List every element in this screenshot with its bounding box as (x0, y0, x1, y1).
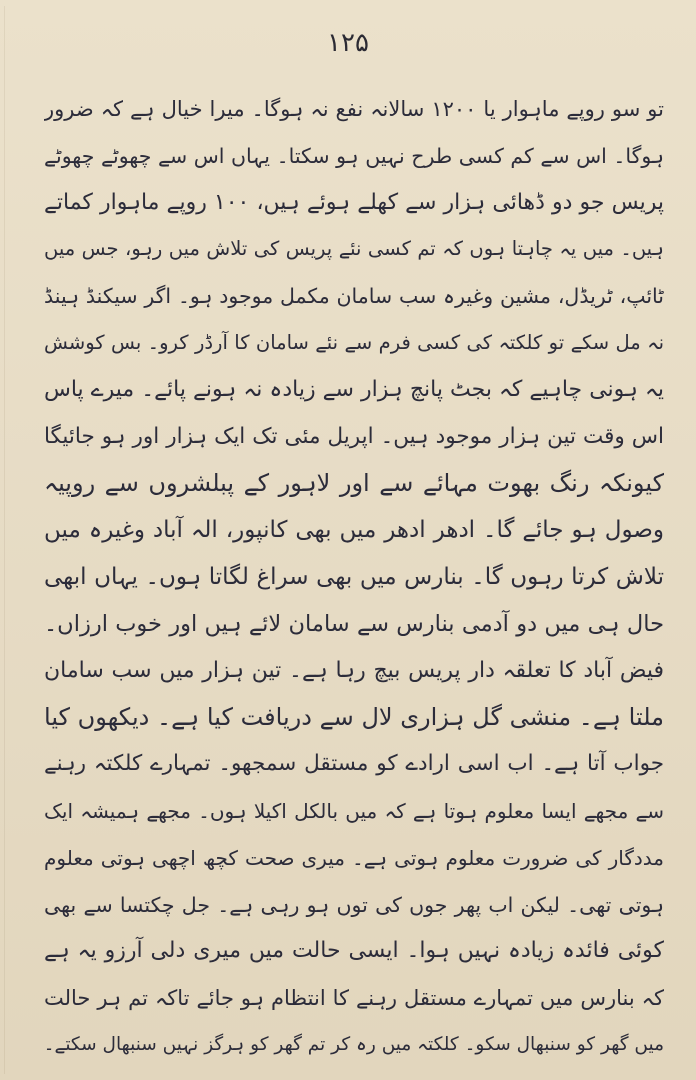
text-line: ہوگا۔ اس سے کم کسی طرح نہیں ہو سکتا۔ یہاں اس سے چھوٹے چھوٹے (44, 143, 664, 168)
text-line: کوئی فائدہ زیادہ نہیں ہوا۔ ایسی حالت میں میری دلی آرزو یہ ہے (44, 938, 664, 964)
text-line: مددگار کی ضرورت معلوم ہوتی ہے۔ میری صحت کچھ اچھی ہوتی معلوم (44, 845, 664, 870)
text-line: حال ہی میں دو آدمی بنارس سے سامان لائے ہیں اور خوب ارزاں۔ (44, 610, 664, 637)
text-line: وصول ہو جائے گا۔ ادھر ادھر میں بھی کانپور، الہ آباد وغیرہ میں (44, 517, 664, 544)
text-line: میں گھر کو سنبھال سکو۔ کلکتہ میں رہ کر تم گھر کو ہرگز نہیں سنبھال سکتے۔ (44, 1033, 664, 1055)
text-line: ٹائپ، ٹریڈل، مشین وغیرہ سب سامان مکمل موجود ہو۔ اگر سیکنڈ ہینڈ (44, 284, 664, 309)
text-line: اس وقت تین ہزار موجود ہیں۔ اپریل مئی تک ایک ہزار اور ہو جائیگا (44, 423, 664, 449)
text-line: جواب آتا ہے۔ اب اسی ارادے کو مستقل سمجھو۔ تمہارے کلکتہ رہنے (44, 751, 664, 777)
text-line: کیونکہ رنگ بھوت مہائے سے اور لاہور کے پبلشروں سے روپیہ (44, 469, 664, 498)
text-line: فیض آباد کا تعلقہ دار پریس بیچ رہا ہے۔ تین ہزار میں سب سامان (44, 657, 664, 683)
text-line: نہ مل سکے تو کلکتہ کی کسی فرم سے نئے سامان کا آرڈر کرو۔ بس کوشش (44, 330, 664, 354)
text-line: کہ بنارس میں تمہارے مستقل رہنے کا انتظام ہو جائے تاکہ تم ہر حالت (44, 986, 664, 1011)
letter-body-text (44, 86, 664, 1069)
text-line: ہیں۔ میں یہ چاہتا ہوں کہ تم کسی نئے پریس کی تلاش میں رہو، جس میں (44, 237, 664, 261)
text-line: تلاش کرتا رہوں گا۔ بنارس میں بھی سراغ لگاتا ہوں۔ یہاں ابھی (44, 563, 664, 590)
text-line: پریس جو دو ڈھائی ہزار سے کھلے ہوئے ہیں، ۱۰۰ روپے ماہوار کماتے (44, 189, 664, 215)
text-line: تو سو روپے ماہوار یا ۱۲۰۰ سالانہ نفع نہ ہوگا۔ میرا خیال ہے کہ ضرور (44, 97, 664, 121)
page-number: ۱۲۵ (327, 28, 369, 58)
text-line: ہوتی تھی۔ لیکن اب پھر جوں کی توں ہو رہی ہے۔ جل چکتسا سے بھی (44, 892, 664, 917)
text-line: یہ ہونی چاہیے کہ بجٹ پانچ ہزار سے زیادہ نہ ہونے پائے۔ میرے پاس (44, 376, 664, 402)
text-line: ملتا ہے۔ منشی گل ہزاری لال سے دریافت کیا ہے۔ دیکھوں کیا (44, 703, 664, 732)
text-line: سے مجھے ایسا معلوم ہوتا ہے کہ میں بالکل اکیلا ہوں۔ مجھے ہمیشہ ایک (44, 798, 664, 823)
